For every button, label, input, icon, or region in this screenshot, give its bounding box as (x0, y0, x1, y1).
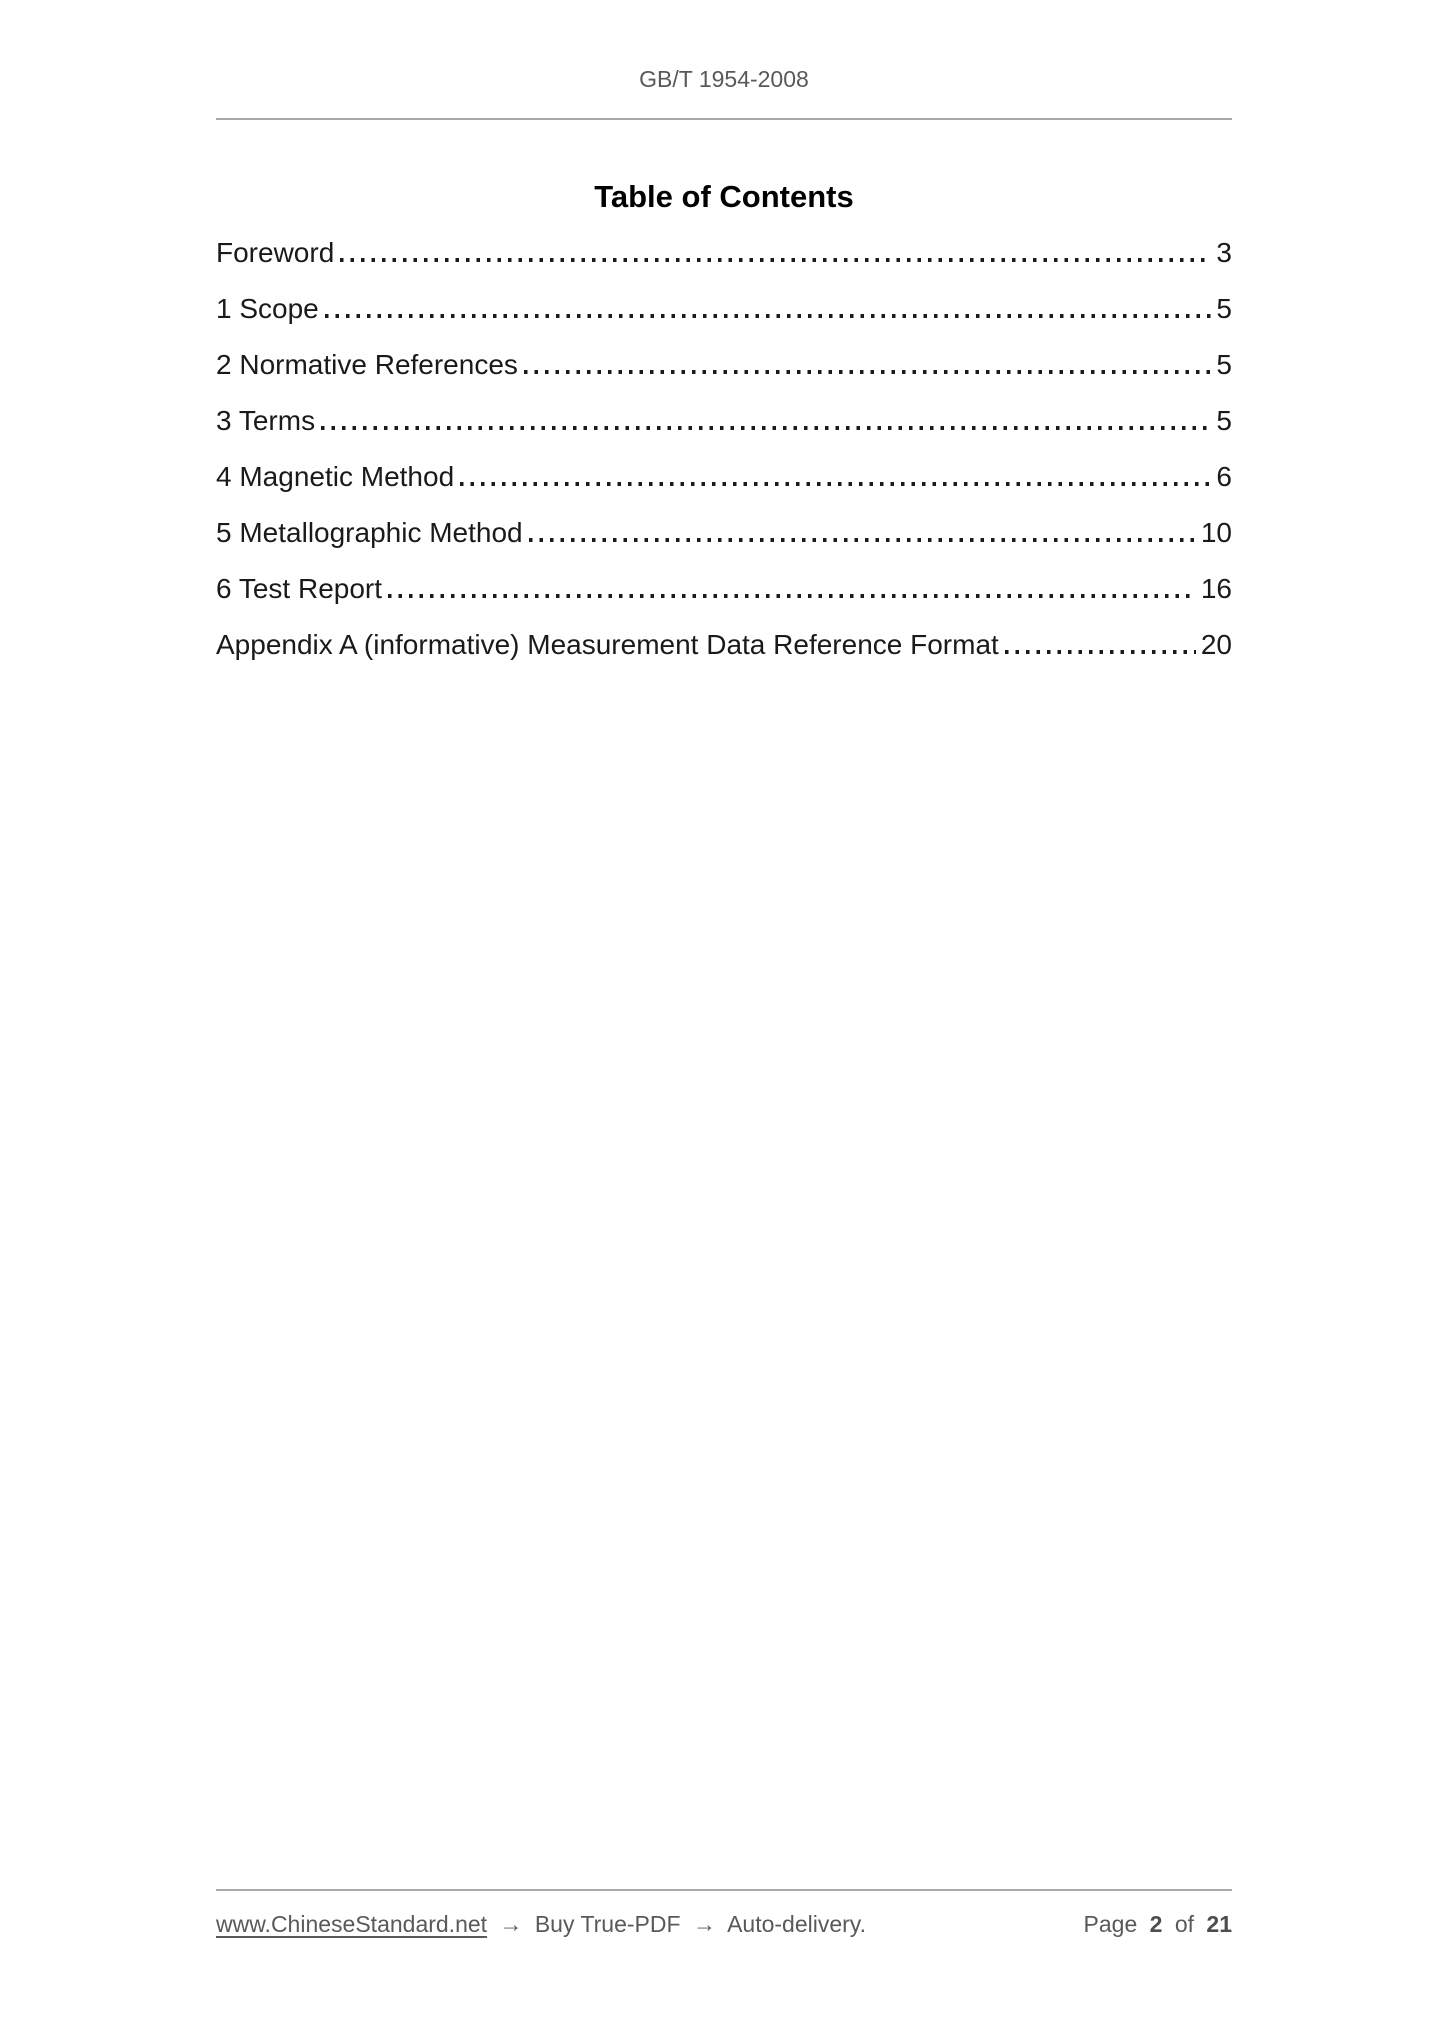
toc-entry-label: 3 Terms (216, 405, 316, 436)
toc-entry-page: 5 (1216, 349, 1232, 380)
leader-dots (340, 258, 1211, 262)
toc-entry (216, 405, 1232, 461)
website-link[interactable]: www.ChineseStandard.net (216, 1911, 488, 1937)
toc-entry (216, 517, 1232, 573)
page-current: 2 (1149, 1911, 1163, 1937)
toc-entry (216, 237, 1232, 293)
toc-entry (216, 349, 1232, 405)
leader-dots (524, 370, 1212, 374)
toc-entry-label: 5 Metallographic Method (216, 517, 523, 548)
leader-dots (460, 482, 1211, 486)
toc-entry-label: 6 Test Report (216, 573, 383, 604)
toc-entry-page: 3 (1216, 237, 1232, 268)
toc-entry-page: 10 (1200, 517, 1232, 548)
leader-dots (325, 314, 1212, 318)
footer-delivery-text: Auto-delivery. (727, 1911, 866, 1937)
page-total: 21 (1206, 1911, 1232, 1937)
page-indicator (1084, 1911, 1232, 1938)
toc-entry (216, 293, 1232, 349)
page-label: Page (1083, 1911, 1138, 1937)
header-divider (216, 118, 1232, 120)
toc-entry-page: 6 (1216, 461, 1232, 492)
page-header (216, 0, 1232, 685)
leader-dots (321, 426, 1211, 430)
toc-entry-label: 2 Normative References (216, 349, 518, 380)
toc-entry-page: 5 (1216, 405, 1232, 436)
toc-entry (216, 573, 1232, 629)
standard-number: GB/T 1954-2008 (639, 66, 809, 92)
page-footer (216, 1889, 1232, 1938)
right-arrow-icon: → (499, 1911, 523, 1937)
toc-entry (216, 629, 1232, 685)
table-of-contents (216, 237, 1232, 685)
footer-promo (216, 1911, 866, 1938)
leader-dots (1005, 650, 1196, 654)
leader-dots (529, 538, 1196, 542)
toc-entry (216, 461, 1232, 517)
toc-entry-label: 1 Scope (216, 293, 319, 324)
toc-entry-label: Foreword (216, 237, 335, 268)
of-label: of (1174, 1911, 1195, 1937)
toc-entry-page: 16 (1200, 573, 1232, 604)
toc-entry-page: 5 (1216, 293, 1232, 324)
right-arrow-icon: → (692, 1911, 716, 1937)
leader-dots (388, 594, 1196, 598)
toc-entry-label: Appendix A (informative) Measurement Data Reference Format (216, 629, 999, 660)
toc-entry-page: 20 (1200, 629, 1232, 660)
toc-entry-label: 4 Magnetic Method (216, 461, 455, 492)
page-title: Table of Contents (594, 179, 854, 214)
footer-buy-text: Buy True-PDF (534, 1911, 681, 1937)
